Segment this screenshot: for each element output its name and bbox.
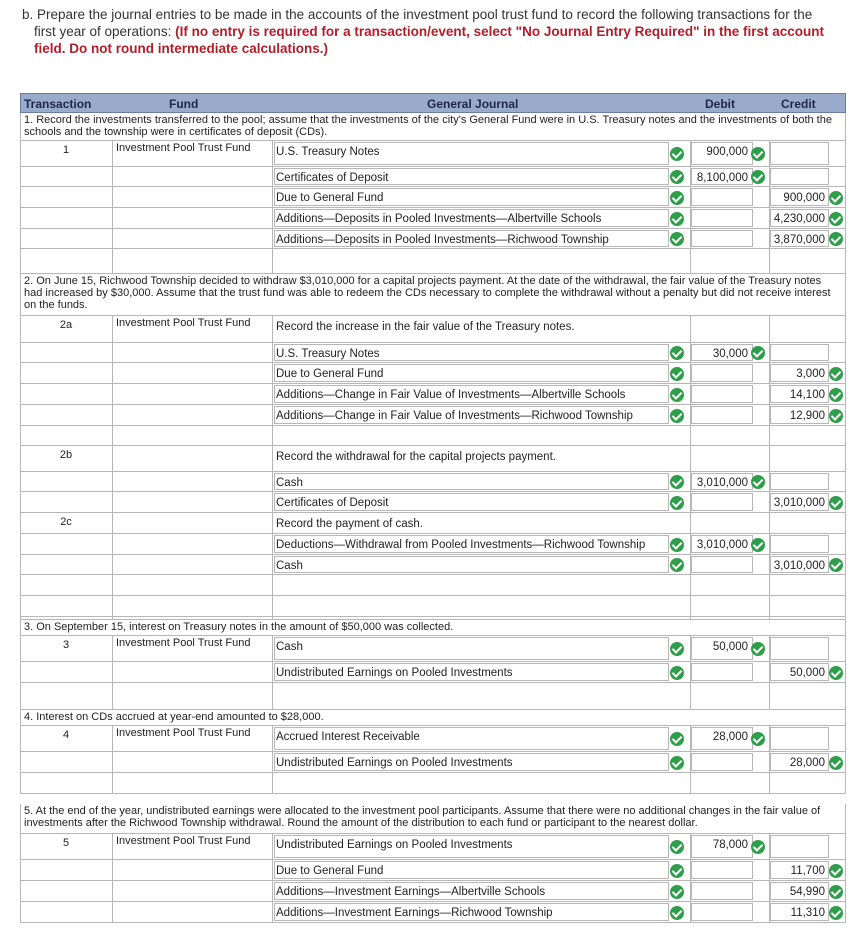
account-name: Due to General Fund <box>276 192 384 204</box>
credit-input[interactable] <box>770 473 829 490</box>
check-icon <box>829 388 843 402</box>
check-icon <box>751 147 765 161</box>
table-header <box>20 93 846 113</box>
account-field[interactable] <box>274 473 669 490</box>
account-name: Additions—Deposits in Pooled Investments—Albertville Schools <box>276 213 602 225</box>
account-name: Deductions—Withdrawal from Pooled Investments—Richwood Township <box>276 539 646 551</box>
journal-table <box>20 93 846 919</box>
fund-select[interactable]: Investment Pool Trust Fund <box>116 835 251 847</box>
table-row <box>20 384 846 405</box>
account-name: Accrued Interest Receivable <box>276 731 420 743</box>
instructions-note: (If no entry is required for a transaction/event, select "No Journal Entry Required" in the first account <box>175 24 825 39</box>
table-row <box>20 662 846 683</box>
header-debit: Debit <box>705 97 735 111</box>
fund-select[interactable]: Investment Pool Trust Fund <box>116 142 251 154</box>
debit-input[interactable]: 30,000 <box>691 344 753 361</box>
account-name: Additions—Deposits in Pooled Investments—Richwood Township <box>276 234 609 246</box>
check-icon <box>751 642 765 656</box>
transaction-description-3: 3. On September 15, interest on Treasury notes in the amount of $50,000 was collected. <box>20 620 846 636</box>
check-icon <box>751 346 765 360</box>
credit-input[interactable] <box>770 344 829 361</box>
table-row <box>20 534 846 555</box>
account-name: Due to General Fund <box>276 865 384 877</box>
account-name: Due to General Fund <box>276 368 384 380</box>
table-row <box>20 492 846 513</box>
check-icon <box>670 191 684 205</box>
spacer-row <box>20 596 846 617</box>
debit-input[interactable] <box>691 406 753 424</box>
table-row <box>20 363 846 384</box>
table-row <box>20 881 846 902</box>
check-icon <box>670 409 684 423</box>
check-icon <box>829 232 843 246</box>
credit-input[interactable]: 3,010,000 <box>770 556 829 573</box>
spacer-row <box>20 249 846 274</box>
debit-input[interactable] <box>691 861 753 879</box>
debit-input[interactable]: 28,000 <box>691 727 753 750</box>
check-icon <box>670 232 684 246</box>
credit-input[interactable]: 11,700 <box>770 861 829 879</box>
table-row <box>20 726 846 752</box>
instructions-lead2: first year of operations: <box>34 24 176 39</box>
check-icon <box>751 538 765 552</box>
debit-input[interactable]: 900,000 <box>691 142 753 165</box>
credit-input[interactable] <box>770 727 829 750</box>
credit-input[interactable]: 4,230,000 <box>770 209 829 227</box>
spacer-row <box>20 426 846 446</box>
check-icon <box>670 475 684 489</box>
debit-input[interactable] <box>691 753 753 771</box>
fund-select[interactable]: Investment Pool Trust Fund <box>116 637 251 649</box>
account-name: Additions—Change in Fair Value of Investments—Albertville Schools <box>276 389 626 401</box>
check-icon <box>829 558 843 572</box>
debit-input[interactable]: 3,010,000 <box>691 535 753 553</box>
spacer-row <box>20 773 846 794</box>
table-row <box>20 472 846 492</box>
table-row <box>20 513 846 534</box>
debit-input[interactable] <box>691 230 753 247</box>
credit-input[interactable] <box>770 168 829 185</box>
check-icon <box>751 475 765 489</box>
debit-input[interactable]: 8,100,000 <box>691 168 753 185</box>
transaction-id: 2c <box>60 516 72 528</box>
check-icon <box>670 558 684 572</box>
debit-input[interactable] <box>691 364 753 382</box>
check-icon <box>670 538 684 552</box>
transaction-id: 2b <box>59 449 73 461</box>
account-name: U.S. Treasury Notes <box>276 348 380 360</box>
debit-input[interactable] <box>691 385 753 403</box>
table-row <box>20 187 846 208</box>
transaction-id: 5 <box>62 837 70 849</box>
table-row <box>20 343 846 363</box>
credit-input[interactable]: 50,000 <box>770 663 829 681</box>
credit-input[interactable]: 11,310 <box>770 903 829 921</box>
account-name: Cash <box>276 641 303 653</box>
check-icon <box>670 864 684 878</box>
spacer-row <box>20 575 846 596</box>
check-icon <box>829 496 843 510</box>
account-name: Cash <box>276 560 303 572</box>
header-fund: Fund <box>169 97 199 111</box>
debit-input[interactable] <box>691 903 753 921</box>
check-icon <box>670 666 684 680</box>
check-icon <box>670 906 684 920</box>
account-name: Additions—Investment Earnings—Richwood Township <box>276 907 553 919</box>
debit-input[interactable]: 78,000 <box>691 835 753 858</box>
account-field[interactable] <box>274 556 669 573</box>
account-name: Undistributed Earnings on Pooled Investments <box>276 757 513 769</box>
debit-input[interactable]: 3,010,000 <box>691 473 753 490</box>
credit-input[interactable]: 12,900 <box>770 406 829 424</box>
journal-memo: Record the increase in the fair value of the Treasury notes. <box>276 321 575 333</box>
instructions-note2: field. Do not round intermediate calculations.) <box>34 41 329 56</box>
check-icon <box>829 906 843 920</box>
transaction-id: 2a <box>59 319 73 331</box>
credit-input[interactable] <box>770 835 829 858</box>
journal-memo: Record the withdrawal for the capital projects payment. <box>276 451 556 463</box>
header-transaction: Transaction <box>24 97 92 111</box>
check-icon <box>829 666 843 680</box>
table-row <box>20 860 846 881</box>
table-row <box>20 752 846 773</box>
check-icon <box>829 212 843 226</box>
account-name: Undistributed Earnings on Pooled Investments <box>276 839 513 851</box>
debit-input[interactable]: 50,000 <box>691 637 753 660</box>
debit-input[interactable] <box>691 188 753 206</box>
check-icon <box>670 642 684 656</box>
instructions <box>22 6 856 57</box>
fund-select[interactable]: Investment Pool Trust Fund <box>116 317 251 329</box>
check-icon <box>670 840 684 854</box>
check-icon <box>670 756 684 770</box>
journal-memo: Record the payment of cash. <box>276 518 424 530</box>
check-icon <box>751 840 765 854</box>
table-row <box>20 229 846 249</box>
check-icon <box>670 732 684 746</box>
table-row <box>20 902 846 923</box>
check-icon <box>751 170 765 184</box>
check-icon <box>670 496 684 510</box>
check-icon <box>670 212 684 226</box>
table-row <box>20 446 846 472</box>
check-icon <box>829 885 843 899</box>
transaction-id: 3 <box>62 639 70 651</box>
check-icon <box>670 147 684 161</box>
account-name: Certificates of Deposit <box>276 172 389 184</box>
transaction-description-4: 4. Interest on CDs accrued at year-end amounted to $28,000. <box>20 710 846 726</box>
credit-input[interactable]: 14,100 <box>770 385 829 403</box>
header-credit: Credit <box>781 97 816 111</box>
credit-input[interactable]: 3,000 <box>770 364 829 382</box>
credit-input[interactable] <box>770 142 829 165</box>
account-name: Certificates of Deposit <box>276 497 389 509</box>
check-icon <box>670 170 684 184</box>
account-name: Cash <box>276 477 303 489</box>
table-row <box>20 555 846 575</box>
account-name: Additions—Change in Fair Value of Investments—Richwood Township <box>276 410 633 422</box>
transaction-description-1: 1. Record the investments transferred to the pool; assume that the investments of the city's General Fund were in U.S. Treasury notes and the investments of both the schools and the township were in certificates of deposit (CDs). <box>20 113 846 141</box>
account-name: Undistributed Earnings on Pooled Investments <box>276 667 513 679</box>
account-name: Additions—Investment Earnings—Albertville Schools <box>276 886 546 898</box>
account-field[interactable] <box>274 637 669 660</box>
credit-input[interactable]: 54,990 <box>770 882 829 900</box>
debit-input[interactable] <box>691 209 753 227</box>
check-icon <box>670 885 684 899</box>
table-row <box>20 405 846 426</box>
check-icon <box>829 756 843 770</box>
check-icon <box>829 191 843 205</box>
debit-input[interactable] <box>691 556 753 573</box>
table-row <box>20 167 846 187</box>
debit-input[interactable] <box>691 493 753 511</box>
check-icon <box>829 409 843 423</box>
table-row <box>20 141 846 167</box>
debit-input[interactable] <box>691 882 753 900</box>
debit-input[interactable] <box>691 663 753 681</box>
check-icon <box>670 388 684 402</box>
instructions-lead: b. Prepare the journal entries to be made in the accounts of the investment pool trust fund to record the following transactions for the <box>22 7 813 22</box>
check-icon <box>670 346 684 360</box>
spacer-row <box>20 617 846 620</box>
header-general-journal: General Journal <box>427 97 519 111</box>
credit-input[interactable]: 3,010,000 <box>770 493 829 511</box>
transaction-description-2: 2. On June 15, Richwood Township decided to withdraw $3,010,000 for a capital projects payment. At the date of the withdrawal, the fair value of the Treasury notes had increased by $30,000. Assume that the trust fund was able to redeem the CDs necessary to complete the withdrawal without a penalty but did not receive interest on the funds. <box>20 274 846 316</box>
check-icon <box>751 732 765 746</box>
table-row <box>20 834 846 860</box>
credit-input[interactable]: 28,000 <box>770 753 829 771</box>
transaction-id: 1 <box>62 144 70 156</box>
transaction-id: 4 <box>62 729 70 741</box>
table-row <box>20 208 846 229</box>
check-icon <box>829 864 843 878</box>
credit-input[interactable] <box>770 535 829 553</box>
table-row <box>20 636 846 662</box>
credit-input[interactable] <box>770 637 829 660</box>
fund-select[interactable]: Investment Pool Trust Fund <box>116 727 251 739</box>
check-icon <box>670 367 684 381</box>
credit-input[interactable]: 3,870,000 <box>770 230 829 247</box>
account-name: U.S. Treasury Notes <box>276 146 380 158</box>
table-row <box>20 316 846 343</box>
transaction-description-5: 5. At the end of the year, undistributed earnings were allocated to the investment pool participants. Assume that there were no additional changes in the fair value of investments after the Richwood Township withdrawal. Round the amount of the distribution to each fund or participant to the nearest dollar. <box>20 804 846 834</box>
credit-input[interactable]: 900,000 <box>770 188 829 206</box>
spacer-row <box>20 683 846 710</box>
check-icon <box>829 367 843 381</box>
